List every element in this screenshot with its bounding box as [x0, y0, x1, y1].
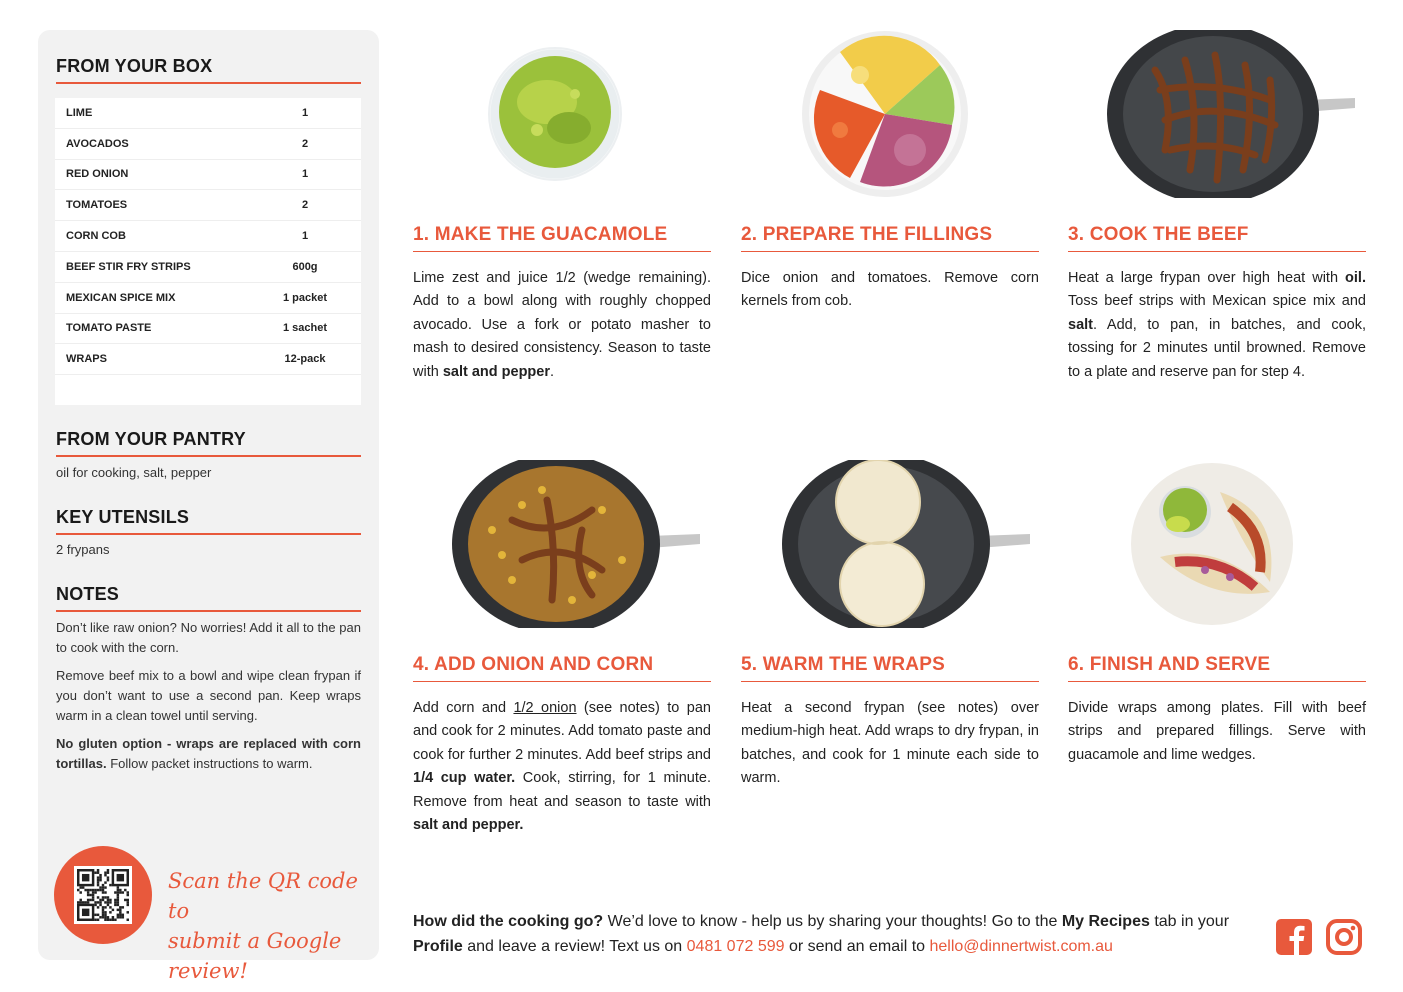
step-text-part: . Add, to pan, in batches, and cook, tossing for 2 minutes until browned. Remove to a plate and reserve pan for step 4.: [1068, 316, 1366, 380]
footer-text-1: We’d love to know - help us by sharing your thoughts! Go to the: [603, 913, 1062, 930]
ingredient-name: CORN COB: [66, 230, 126, 243]
footer-profile: Profile: [413, 938, 463, 955]
finished-plate-image: [1130, 462, 1294, 626]
note-3-bold: No gluten option - wraps are replaced with corn tortillas.: [56, 736, 361, 771]
ingredient-qty: 600g: [292, 260, 318, 273]
qr-code-icon[interactable]: [74, 866, 132, 924]
ingredient-row: [55, 190, 361, 221]
guacamole-bowl-image: [487, 42, 623, 182]
ingredient-name: WRAPS: [66, 353, 107, 366]
step-text-part: (see notes) to pan and cook for 2 minutes. Add tomato paste and cook for further 2 minutes. Add beef strips and: [413, 700, 711, 763]
ingredient-row: [55, 221, 361, 252]
step-text-part: Heat a large frypan over high heat with: [1068, 270, 1346, 286]
step-1-body: [413, 267, 711, 384]
note-1: Don’t like raw onion? No worries! Add it all to the pan to cook with the corn.: [56, 620, 361, 655]
ingredient-row: [55, 129, 361, 160]
step-5-title: 5. WARM THE WRAPS: [741, 654, 1039, 682]
step-text-part: Heat a second frypan (see notes) over medium-high heat. Add wraps to dry frypan, in batches, and cook for 1 minute each side to warm.: [741, 700, 1039, 787]
step-6-body: [1068, 697, 1366, 767]
qr-caption: [168, 866, 368, 986]
notes-text: [56, 618, 361, 782]
ingredient-qty: 1: [301, 106, 309, 119]
ingredient-row: [55, 344, 361, 375]
step-text-part: Toss beef strips with Mexican spice mix and: [1068, 293, 1366, 310]
footer-email-link[interactable]: hello@dinnertwist.com.au: [929, 938, 1113, 955]
sidebar: [38, 30, 379, 983]
step-text-part: salt and pepper: [442, 363, 550, 380]
box-title: FROM YOUR BOX: [56, 56, 361, 84]
qr-caption-line1: Scan the QR code to: [168, 869, 358, 923]
ingredient-qty: 1: [301, 168, 309, 181]
step-text-part: Divide wraps among plates. Fill with beef strips and prepared fillings. Serve with guacamole and lime wedges.: [1068, 700, 1366, 763]
step-text-part: oil.: [1345, 270, 1366, 286]
step-1-title: 1. MAKE THE GUACAMOLE: [413, 224, 711, 252]
beef-pan-image: [1105, 30, 1357, 198]
note-3: [56, 734, 361, 774]
ingredient-name: TOMATOES: [66, 199, 128, 212]
step-2-body: [741, 267, 1039, 314]
step-text-part: 1/4 cup water.: [413, 770, 516, 787]
ingredient-name: RED ONION: [66, 168, 129, 181]
ingredient-name: TOMATO PASTE: [66, 322, 152, 335]
footer-text-4: or send an email to: [784, 938, 930, 955]
ingredient-row: [55, 283, 361, 314]
step-text-part: Dice onion and tomatoes. Remove corn kernels from cob.: [741, 270, 1039, 310]
step-text-part: .: [550, 363, 555, 380]
ingredient-qty: 1 packet: [282, 291, 328, 304]
note-2: Remove beef mix to a bowl and wipe clean frypan if you don’t want to use a second pan. Keep wraps warm in a clean towel until serving.: [56, 668, 361, 723]
step-3-body: [1068, 267, 1366, 384]
step-6-title: 6. FINISH AND SERVE: [1068, 654, 1366, 682]
ingredient-qty: 1 sachet: [282, 322, 328, 335]
facebook-icon[interactable]: [1275, 918, 1313, 956]
footer-text-3: and leave a review! Text us on: [462, 938, 687, 955]
qr-badge[interactable]: [54, 846, 152, 944]
ingredients-table: [55, 98, 361, 405]
ingredient-qty: 2: [301, 137, 309, 150]
ingredient-qty: 1: [301, 230, 309, 243]
ingredient-row: [55, 98, 361, 129]
step-text-part: Lime zest and juice 1/2 (wedge remaining). Add to a bowl along with roughly chopped avocado. Use a fork or potato masher to mash to desired consistency. Season to taste with: [413, 270, 711, 380]
ingredient-name: MEXICAN SPICE MIX: [66, 291, 176, 304]
ingredient-name: AVOCADOS: [66, 137, 129, 150]
instagram-icon[interactable]: [1325, 918, 1363, 956]
notes-title: NOTES: [56, 584, 361, 612]
footer-text-2: tab in your: [1149, 913, 1230, 930]
step-3-title: 3. COOK THE BEEF: [1068, 224, 1366, 252]
fillings-plate-image: [800, 30, 970, 198]
ingredient-row: [55, 252, 361, 283]
step-5-body: [741, 697, 1039, 791]
step-text-part: Add corn and: [413, 700, 514, 716]
step-4-title: 4. ADD ONION AND CORN: [413, 654, 711, 682]
ingredient-row: [55, 160, 361, 191]
footer-question: How did the cooking go?: [413, 913, 604, 930]
step-4-body: [413, 697, 711, 837]
ingredient-qty: 12-pack: [284, 353, 326, 366]
step-text-part: 1/2 onion: [513, 700, 577, 716]
onion-corn-pan-image: [452, 460, 702, 628]
step-text-part: Cook, stirring, for 1 minute. Remove from heat and season to taste with: [413, 770, 711, 810]
step-text-part: salt and pepper.: [413, 817, 524, 834]
qr-caption-line2: submit a Google review!: [168, 929, 342, 983]
ingredient-qty: 2: [301, 199, 309, 212]
ingredient-row: [55, 314, 361, 345]
pantry-title: FROM YOUR PANTRY: [56, 429, 361, 457]
utensils-text: 2 frypans: [56, 542, 110, 557]
pantry-text: oil for cooking, salt, pepper: [56, 465, 212, 480]
step-text-part: salt: [1068, 316, 1093, 333]
utensils-title: KEY UTENSILS: [56, 507, 361, 535]
wraps-pan-image: [782, 460, 1032, 628]
ingredient-name: BEEF STIR FRY STRIPS: [66, 260, 191, 273]
footer-my-recipes: My Recipes: [1061, 913, 1150, 930]
footer-phone-link[interactable]: 0481 072 599: [686, 938, 785, 955]
ingredient-name: LIME: [66, 106, 93, 119]
step-2-title: 2. PREPARE THE FILLINGS: [741, 224, 1039, 252]
note-3-rest: Follow packet instructions to warm.: [106, 756, 313, 771]
footer-message: [413, 909, 1263, 959]
